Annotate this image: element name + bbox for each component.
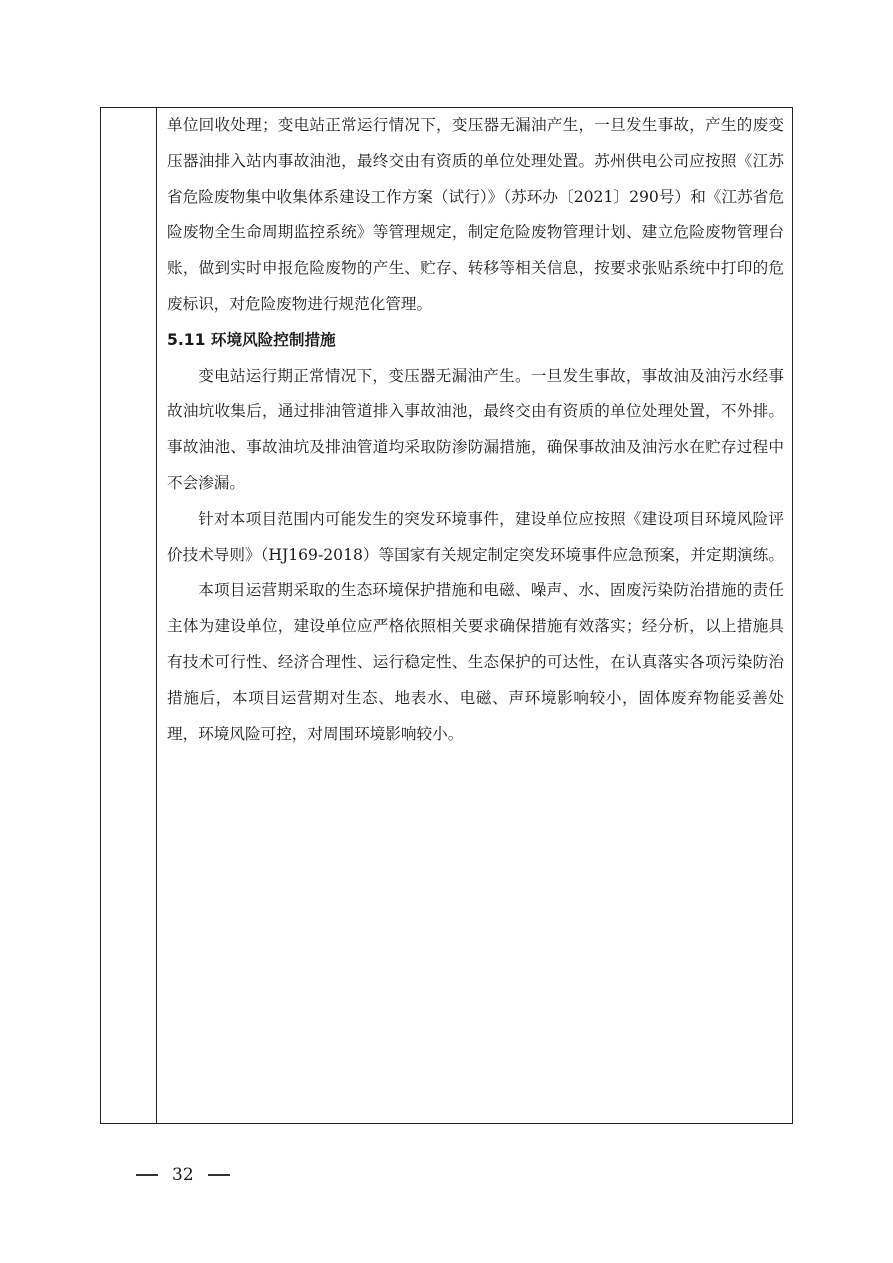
section-heading: 5.11 环境风险控制措施 xyxy=(167,330,336,349)
table-left-column xyxy=(101,108,157,1123)
footer-dash-right xyxy=(208,1174,230,1175)
footer-dash-left xyxy=(136,1174,158,1175)
paragraph-emergency-plan: 针对本项目范围内可能发生的突发环境事件，建设单位应按照《建设项目环境风险评价技术导则》（HJ169-2018）等国家有关规定制定突发环境事件应急预案，并定期演练。 xyxy=(167,509,784,564)
page-number: 32 xyxy=(172,1165,194,1185)
paragraph-conclusion: 本项目运营期采取的生态环境保护措施和电磁、噪声、水、固废污染防治措施的责任主体为建设单位，建设单位应严格依照相关要求确保措施有效落实；经分析，以上措施具有技术可行性、经济合理性、运行稳定性、生态保护的可达性，在认真落实各项污染防治措施后，本项目运营期对生态、地表水、电磁、声环境影响较小，固体废弃物能妥善处理，环境风险可控，对周围环境影响较小。 xyxy=(167,581,784,743)
page-footer xyxy=(136,1160,230,1190)
paragraph-risk-oil: 变电站运行期正常情况下，变压器无漏油产生。一旦发生事故，事故油及油污水经事故油坑收集后，通过排油管道排入事故油池，最终交由有资质的单位处理处置，不外排。事故油池、事故油坑及排油管道均采取防渗防漏措施，确保事故油及油污水在贮存过程中不会渗漏。 xyxy=(167,366,784,492)
document-table xyxy=(100,107,793,1124)
paragraph-waste-management: 单位回收处理；变电站正常运行情况下，变压器无漏油产生，一旦发生事故，产生的废变压器油排入站内事故油池，最终交由有资质的单位处理处置。苏州供电公司应按照《江苏省危险废物集中收集体系建设工作方案（试行）》（苏环办〔2021〕290号）和《江苏省危险废物全生命周期监控系统》等管理规定，制定危险废物管理计划、建立危险废物管理台账，做到实时申报危险废物的产生、贮存、转移等相关信息，按要求张贴系统中打印的危废标识，对危险废物进行规范化管理。 xyxy=(167,116,784,313)
table-content-cell xyxy=(167,108,784,752)
